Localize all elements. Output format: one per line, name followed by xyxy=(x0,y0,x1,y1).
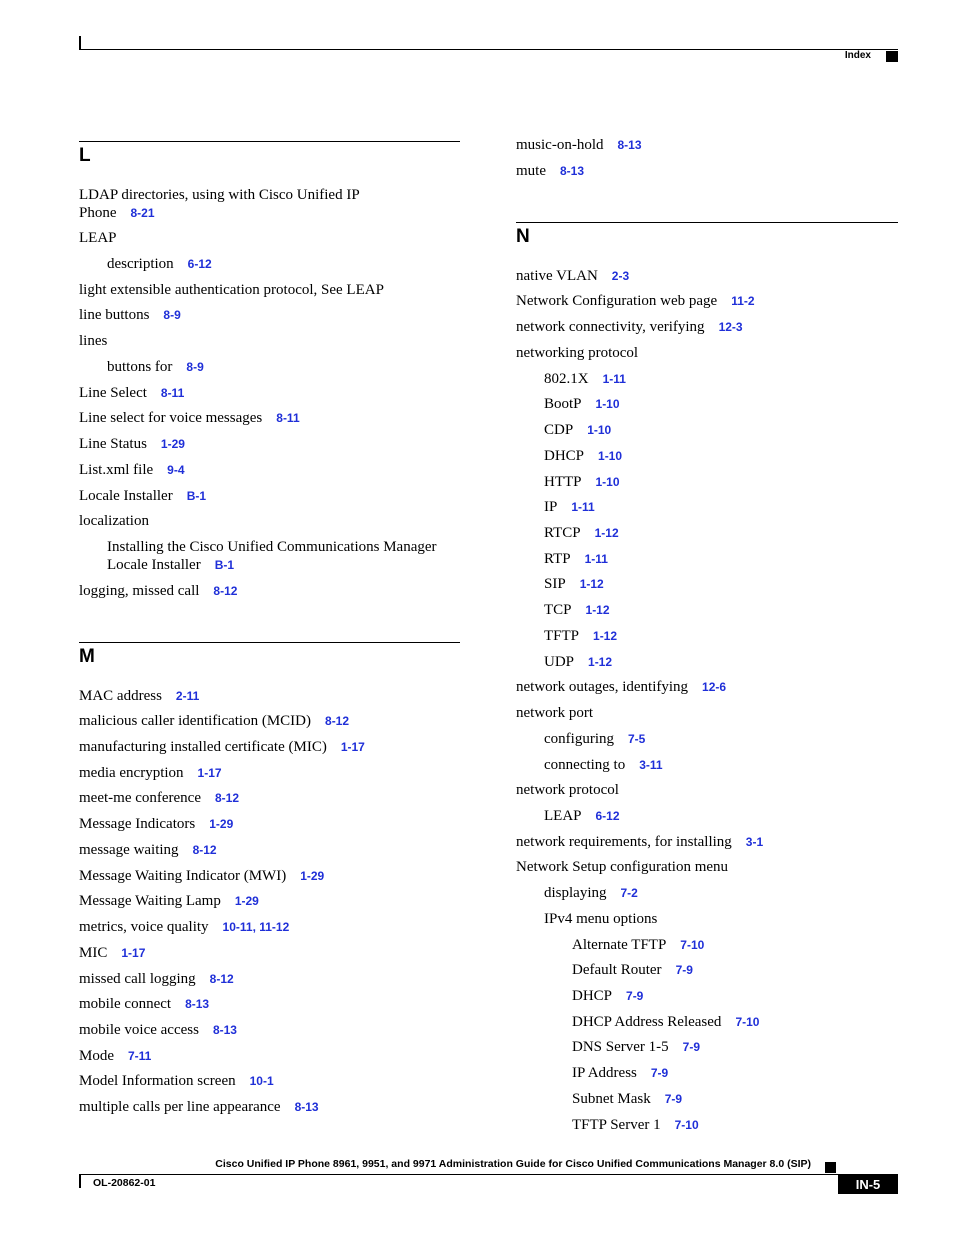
page-reference-link[interactable]: 8-12 xyxy=(192,843,217,857)
page-reference-link[interactable]: 1-12 xyxy=(593,629,618,643)
index-entry xyxy=(79,918,289,936)
page-reference-link[interactable]: 6-12 xyxy=(187,257,212,271)
index-term: RTP xyxy=(544,551,571,567)
index-entry xyxy=(107,538,437,556)
index-entry xyxy=(544,910,657,928)
index-entry xyxy=(544,421,611,439)
index-term: Message Waiting Indicator (MWI) xyxy=(79,868,287,884)
header-rule xyxy=(79,49,898,50)
index-term: Subnet Mask xyxy=(572,1091,651,1107)
page-reference-link[interactable]: 1-12 xyxy=(585,603,610,617)
index-entry xyxy=(107,556,234,574)
index-entry xyxy=(544,627,617,645)
section-rule-l xyxy=(79,141,460,142)
index-term: HTTP xyxy=(544,474,582,490)
page-reference-link[interactable]: 10-1 xyxy=(249,1074,274,1088)
page-reference-link[interactable]: 1-11 xyxy=(602,372,626,386)
page-reference-link[interactable]: 8-12 xyxy=(209,972,234,986)
index-entry xyxy=(79,789,239,807)
index-term: DNS Server 1-5 xyxy=(572,1039,669,1055)
page-reference-link[interactable]: 1-29 xyxy=(234,894,259,908)
index-term: light extensible authentication protocol, See LEAP xyxy=(79,282,384,298)
index-term: Alternate TFTP xyxy=(572,937,667,953)
index-entry xyxy=(544,524,619,542)
index-term: logging, missed call xyxy=(79,583,200,599)
index-entry xyxy=(572,1064,668,1082)
page-reference-link[interactable]: 1-12 xyxy=(588,655,613,669)
index-term: meet-me conference xyxy=(79,790,201,806)
page-reference-link[interactable]: 12-6 xyxy=(702,680,727,694)
index-entry xyxy=(79,1098,319,1116)
index-term: malicious caller identification (MCID) xyxy=(79,713,312,729)
index-term: Network Setup configuration menu xyxy=(516,859,729,875)
index-term: Line Status xyxy=(79,436,147,452)
index-term: Network Configuration web page xyxy=(516,293,718,309)
index-entry xyxy=(544,395,620,413)
index-entry xyxy=(516,136,642,154)
page-reference-link[interactable]: 7-10 xyxy=(680,938,705,952)
index-entry xyxy=(572,961,693,979)
index-term: connecting to xyxy=(544,757,626,773)
index-entry xyxy=(79,204,155,222)
index-entry xyxy=(544,473,620,491)
page-reference-link[interactable]: 8-11 xyxy=(160,386,185,400)
page-reference-link[interactable]: 1-12 xyxy=(594,526,619,540)
index-entry xyxy=(572,987,643,1005)
index-entry xyxy=(544,601,610,619)
index-term: DHCP xyxy=(544,448,585,464)
index-term: MIC xyxy=(79,945,108,961)
index-entry xyxy=(572,1116,699,1134)
index-entry xyxy=(79,186,360,204)
index-term: Mode xyxy=(79,1048,114,1064)
index-entry xyxy=(107,358,204,376)
index-entry xyxy=(79,487,206,505)
index-term: mobile voice access xyxy=(79,1022,199,1038)
index-entry xyxy=(572,1090,682,1108)
index-term: Locale Installer xyxy=(107,557,201,573)
footer-doc-number: OL-20862-01 xyxy=(93,1177,156,1189)
index-entry xyxy=(572,936,704,954)
page-reference-link[interactable]: 6-12 xyxy=(595,809,620,823)
index-term: missed call logging xyxy=(79,971,196,987)
index-term: MAC address xyxy=(79,688,162,704)
footer-rule xyxy=(79,1174,898,1175)
index-term: RTCP xyxy=(544,525,581,541)
index-term: Line Select xyxy=(79,385,147,401)
index-entry xyxy=(544,756,663,774)
index-entry xyxy=(516,292,755,310)
page-reference-link[interactable]: 8-13 xyxy=(212,1023,237,1037)
page-reference-link[interactable]: 3-11 xyxy=(639,758,663,772)
index-entry xyxy=(544,447,622,465)
index-entry xyxy=(79,409,300,427)
index-entry xyxy=(79,1072,274,1090)
index-term: manufacturing installed certificate (MIC) xyxy=(79,739,327,755)
index-entry xyxy=(79,1021,237,1039)
page-reference-link[interactable]: 1-29 xyxy=(209,817,234,831)
index-entry xyxy=(79,1047,151,1065)
page-reference-link[interactable]: 8-12 xyxy=(325,714,350,728)
index-term: localization xyxy=(79,513,149,529)
index-entry xyxy=(544,550,608,568)
index-entry xyxy=(79,512,149,530)
page-reference-link[interactable]: 1-10 xyxy=(587,423,612,437)
index-term: SIP xyxy=(544,576,566,592)
footer-tick xyxy=(79,1174,81,1188)
index-entry xyxy=(544,498,595,516)
section-rule-m xyxy=(79,642,460,643)
index-term: UDP xyxy=(544,654,575,670)
index-term: multiple calls per line appearance xyxy=(79,1099,281,1115)
index-entry xyxy=(544,653,612,671)
page-reference-link[interactable]: 1-17 xyxy=(197,766,222,780)
page-reference-link[interactable]: 8-13 xyxy=(185,997,210,1011)
index-entry xyxy=(79,687,199,705)
page-reference-link[interactable]: 7-9 xyxy=(664,1092,683,1106)
index-entry xyxy=(79,995,209,1013)
index-term: Installing the Cisco Unified Communications Manager xyxy=(107,539,437,555)
index-entry xyxy=(544,807,620,825)
index-term: network port xyxy=(516,705,594,721)
index-term: description xyxy=(107,256,174,272)
page-reference-link[interactable]: 7-9 xyxy=(650,1066,669,1080)
index-entry xyxy=(572,1013,759,1031)
index-term: buttons for xyxy=(107,359,173,375)
page-reference-link[interactable]: 1-12 xyxy=(579,577,604,591)
page-reference-link[interactable]: 7-11 xyxy=(128,1049,152,1063)
index-entry xyxy=(107,255,212,273)
index-entry xyxy=(544,884,638,902)
index-term: native VLAN xyxy=(516,268,598,284)
index-entry xyxy=(79,892,259,910)
page-reference-link[interactable]: 1-10 xyxy=(595,397,620,411)
index-term: CDP xyxy=(544,422,574,438)
index-entry xyxy=(79,306,181,324)
index-term: Locale Installer xyxy=(79,488,173,504)
page-reference-link[interactable]: 8-12 xyxy=(213,584,238,598)
index-entry xyxy=(516,344,638,362)
index-term: DHCP Address Released xyxy=(572,1014,722,1030)
page-reference-link[interactable]: 7-9 xyxy=(682,1040,700,1054)
page-reference-link[interactable]: B-1 xyxy=(214,558,235,572)
index-entry xyxy=(79,281,384,299)
page-reference-link[interactable]: 8-13 xyxy=(617,138,642,152)
index-entry xyxy=(516,704,593,722)
page-reference-link[interactable]: 8-13 xyxy=(294,1100,319,1114)
index-term: mobile connect xyxy=(79,996,172,1012)
index-term: TFTP xyxy=(544,628,580,644)
page-reference-link[interactable]: 7-5 xyxy=(627,732,646,746)
index-entry xyxy=(79,867,324,885)
page-reference-link[interactable]: 8-12 xyxy=(215,791,240,805)
index-entry xyxy=(79,944,145,962)
index-entry xyxy=(516,267,629,285)
page-reference-link[interactable]: 7-10 xyxy=(674,1118,699,1132)
section-letter-m: M xyxy=(79,646,95,667)
page-reference-link[interactable]: 1-29 xyxy=(160,437,185,451)
index-term: IP Address xyxy=(572,1065,637,1081)
index-entry xyxy=(79,764,222,782)
index-entry xyxy=(544,730,645,748)
index-term: Phone xyxy=(79,205,117,221)
index-term: Message Waiting Lamp xyxy=(79,893,221,909)
page-reference-link[interactable]: 1-11 xyxy=(571,500,595,514)
index-term: media encryption xyxy=(79,765,184,781)
header-marker xyxy=(886,51,898,62)
index-term: 802.1X xyxy=(544,371,589,387)
page-reference-link[interactable]: 12-3 xyxy=(718,320,743,334)
index-term: Model Information screen xyxy=(79,1073,236,1089)
index-entry xyxy=(79,815,233,833)
index-term: displaying xyxy=(544,885,607,901)
index-entry xyxy=(516,162,584,180)
index-entry xyxy=(516,318,743,336)
index-entry xyxy=(79,970,234,988)
index-entry xyxy=(79,461,185,479)
index-entry xyxy=(516,858,728,876)
page-reference-link[interactable]: 1-11 xyxy=(584,552,608,566)
index-term: network requirements, for installing xyxy=(516,834,732,850)
section-letter-n: N xyxy=(516,226,530,247)
index-term: List.xml file xyxy=(79,462,154,478)
index-term: metrics, voice quality xyxy=(79,919,209,935)
index-entry xyxy=(79,435,185,453)
index-entry xyxy=(79,841,217,859)
index-entry xyxy=(79,738,365,756)
footer-marker xyxy=(825,1162,836,1173)
page-reference-link[interactable]: 7-9 xyxy=(626,989,644,1003)
page-reference-link[interactable]: 8-9 xyxy=(186,360,204,374)
page-reference-link[interactable]: 7-9 xyxy=(675,963,693,977)
page-reference-link[interactable]: 1-10 xyxy=(598,449,623,463)
index-entry xyxy=(79,229,117,247)
page-reference-link[interactable]: 9-4 xyxy=(167,463,185,477)
index-term: configuring xyxy=(544,731,614,747)
index-term: lines xyxy=(79,333,108,349)
index-term: Message Indicators xyxy=(79,816,196,832)
index-term: TCP xyxy=(544,602,572,618)
index-entry xyxy=(516,781,619,799)
page-reference-link[interactable]: 8-11 xyxy=(276,411,300,425)
index-term: LEAP xyxy=(79,230,117,246)
header-title: Index xyxy=(844,50,871,61)
footer-book-title: Cisco Unified IP Phone 8961, 9951, and 9971 Administration Guide for Cisco Unified Communications Manager 8.0 (SIP) xyxy=(215,1158,811,1170)
index-term: mute xyxy=(516,163,546,179)
index-entry xyxy=(544,370,626,388)
index-term: TFTP Server 1 xyxy=(572,1117,661,1133)
page-reference-link[interactable]: B-1 xyxy=(186,489,207,503)
section-rule-n xyxy=(516,222,898,223)
page-reference-link[interactable]: 8-13 xyxy=(560,164,585,178)
index-term: line buttons xyxy=(79,307,150,323)
page-reference-link[interactable]: 8-21 xyxy=(130,206,155,220)
page-reference-link[interactable]: 8-9 xyxy=(163,308,181,322)
index-term: LDAP directories, using with Cisco Unified IP xyxy=(79,187,360,203)
page-reference-link[interactable]: 2-11 xyxy=(175,689,200,703)
index-term: LEAP xyxy=(544,808,582,824)
index-entry xyxy=(572,1038,700,1056)
index-entry xyxy=(544,575,604,593)
index-term: networking protocol xyxy=(516,345,639,361)
page-reference-link[interactable]: 7-10 xyxy=(735,1015,760,1029)
page-reference-link[interactable]: 1-17 xyxy=(340,740,365,754)
index-entry xyxy=(516,833,763,851)
index-term: network outages, identifying xyxy=(516,679,689,695)
page-reference-link[interactable]: 1-10 xyxy=(595,475,620,489)
index-term: music-on-hold xyxy=(516,137,604,153)
footer-page-number: IN-5 xyxy=(838,1175,898,1194)
index-entry xyxy=(79,712,349,730)
page-reference-link[interactable]: 7-2 xyxy=(620,886,638,900)
page-reference-link[interactable]: 10-11, 11-12 xyxy=(222,920,290,934)
index-term: IP xyxy=(544,499,558,515)
index-term: BootP xyxy=(544,396,582,412)
page-reference-link[interactable]: 1-17 xyxy=(121,946,146,960)
index-term: DHCP xyxy=(572,988,613,1004)
index-term: Line select for voice messages xyxy=(79,410,263,426)
header-tick xyxy=(79,36,81,50)
index-term: IPv4 menu options xyxy=(544,911,658,927)
index-entry xyxy=(79,384,184,402)
page-reference-link[interactable]: 2-3 xyxy=(611,269,630,283)
index-entry xyxy=(79,332,107,350)
index-term: message waiting xyxy=(79,842,179,858)
page-reference-link[interactable]: 1-29 xyxy=(300,869,325,883)
index-term: network connectivity, verifying xyxy=(516,319,705,335)
section-letter-l: L xyxy=(79,145,91,166)
index-term: Default Router xyxy=(572,962,662,978)
index-term: network protocol xyxy=(516,782,619,798)
page-reference-link[interactable]: 3-1 xyxy=(745,835,764,849)
index-entry xyxy=(79,582,237,600)
page-reference-link[interactable]: 11-2 xyxy=(731,294,755,308)
index-entry xyxy=(516,678,726,696)
